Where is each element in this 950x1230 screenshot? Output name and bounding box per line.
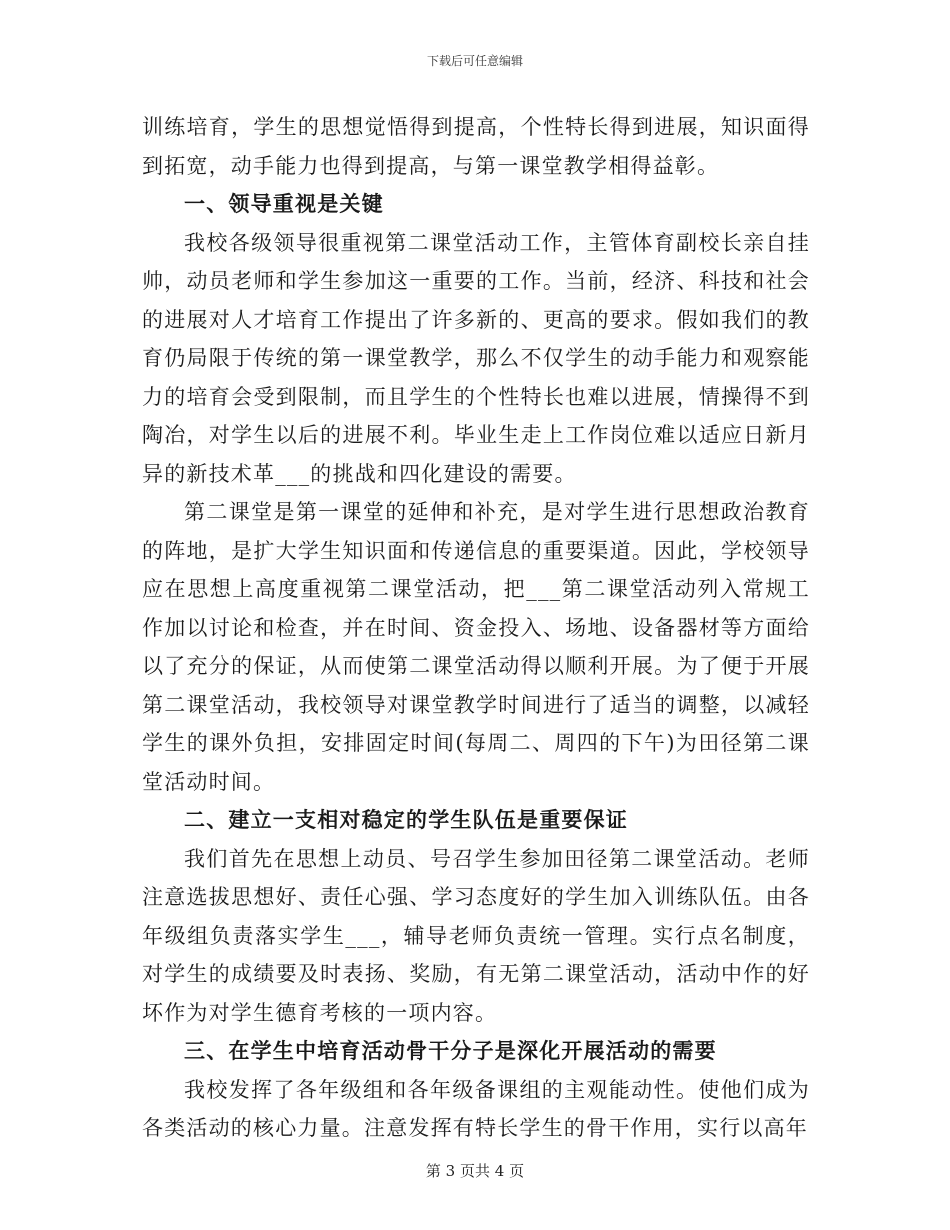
section-heading: 二、建立一支相对稳定的学生队伍是重要保证: [184, 808, 628, 832]
paragraph: 第二课堂是第一课堂的延伸和补充，是对学生进行思想政治教育的阵地，是扩大学生知识面和传递信息的重要渠道。因此，学校领导应在思想上高度重视第二课堂活动，把___第二课堂活动列入常规工作加以讨论和检查，并在时间、资金投入、场地、设备器材等方面给以了充分的保证，从而使第二课堂活动得以顺利开展。为了便于开展第二课堂活动，我校领导对课堂教学时间进行了适当的调整，以减轻学生的课外负担，安排固定时间(每周二、周四的下午)为田径第二课堂活动时间。: [142, 500, 810, 794]
paragraph: 我校各级领导很重视第二课堂活动工作，主管体育副校长亲自挂帅，动员老师和学生参加这一重要的工作。当前，经济、科技和社会的进展对人才培育工作提出了许多新的、更高的要求。假如我们的教育仍局限于传统的第一课堂教学，那么不仅学生的动手能力和观察能力的培育会受到限制，而且学生的个性特长也难以进展，情操得不到陶冶，对学生以后的进展不利。毕业生走上工作岗位难以适应日新月异的新技术革___的挑战和四化建设的需要。: [142, 230, 810, 486]
paragraph: 训练培育，学生的思想觉悟得到提高，个性特长得到进展，知识面得到拓宽，动手能力也得到提高，与第一课堂教学相得益彰。: [142, 115, 810, 178]
document-body: [142, 108, 810, 1148]
page-header: 下载后可任意编辑: [426, 54, 523, 68]
section-heading: 三、在学生中培育活动骨干分子是深化开展活动的需要: [184, 1039, 717, 1063]
section-heading: 一、领导重视是关键: [184, 192, 384, 216]
paragraph: 我校发挥了各年级组和各年级备课组的主观能动性。使他们成为各类活动的核心力量。注意发挥有特长学生的骨干作用，实行以高年: [142, 1077, 810, 1140]
paragraph: 我们首先在思想上动员、号召学生参加田径第二课堂活动。老师注意选拔思想好、责任心强、学习态度好的学生加入训练队伍。由各年级组负责落实学生___，辅导老师负责统一管理。实行点名制度，对学生的成绩要及时表扬、奖励，有无第二课堂活动，活动中作的好坏作为对学生德育考核的一项内容。: [142, 846, 810, 1025]
page-footer: 第 3 页共 4 页: [425, 1162, 525, 1180]
